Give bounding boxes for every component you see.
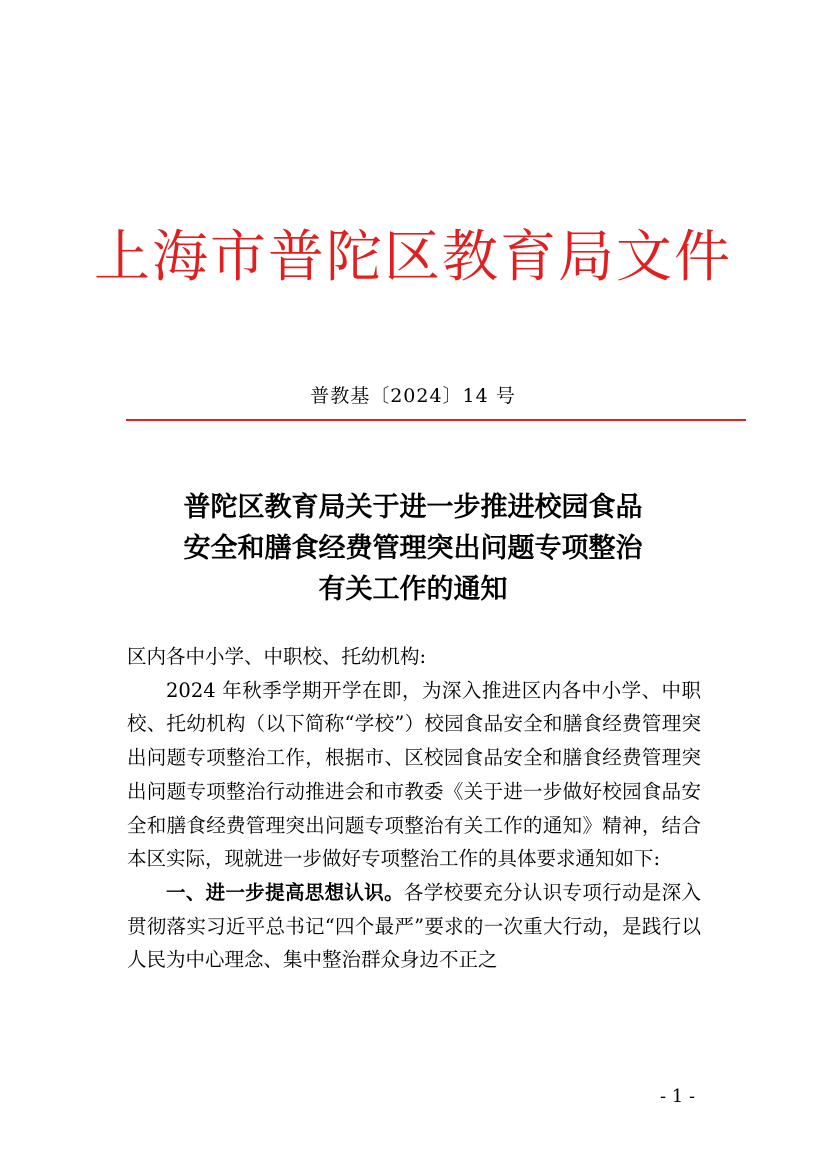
- page-number: - 1 -: [660, 1086, 696, 1107]
- paragraph-intro: 2024 年秋季学期开学在即，为深入推进区内各中小学、中职校、托幼机构（以下简称“学校”）校园食品安全和膳食经费管理突出问题专项整治工作，根据市、区校园食品安全和膳食经费管理突出问题专项整治行动推进会和市教委《关于进一步做好校园食品安全和膳食经费管理突出问题专项整治有关工作的通知》精神，结合本区实际，现就进一步做好专项整治工作的具体要求通知如下:: [127, 678, 701, 871]
- document-title: [100, 487, 726, 610]
- document-number: 普教基〔2024〕14 号: [310, 385, 516, 407]
- document-body: [127, 640, 701, 977]
- red-divider-rule: [126, 419, 746, 421]
- document-title-line-2: 安全和膳食经费管理突出问题专项整治: [183, 533, 643, 564]
- document-title-line-3: 有关工作的通知: [318, 574, 508, 605]
- section-1-text: 各学校要充分认识专项行动是深入贯彻落实习近平总书记“四个最严”要求的一次重大行动，是践行以人民为中心理念、集中整治群众身边不正之: [127, 880, 701, 972]
- issuer-title: 上海市普陀区教育局文件: [94, 225, 732, 290]
- paragraph-section-1: [127, 876, 701, 977]
- salutation: 区内各中小学、中职校、托幼机构:: [127, 645, 427, 668]
- section-1-heading: 一、进一步提高思想认识。: [166, 880, 404, 904]
- document-title-line-1: 普陀区教育局关于进一步推进校园食品: [183, 492, 643, 523]
